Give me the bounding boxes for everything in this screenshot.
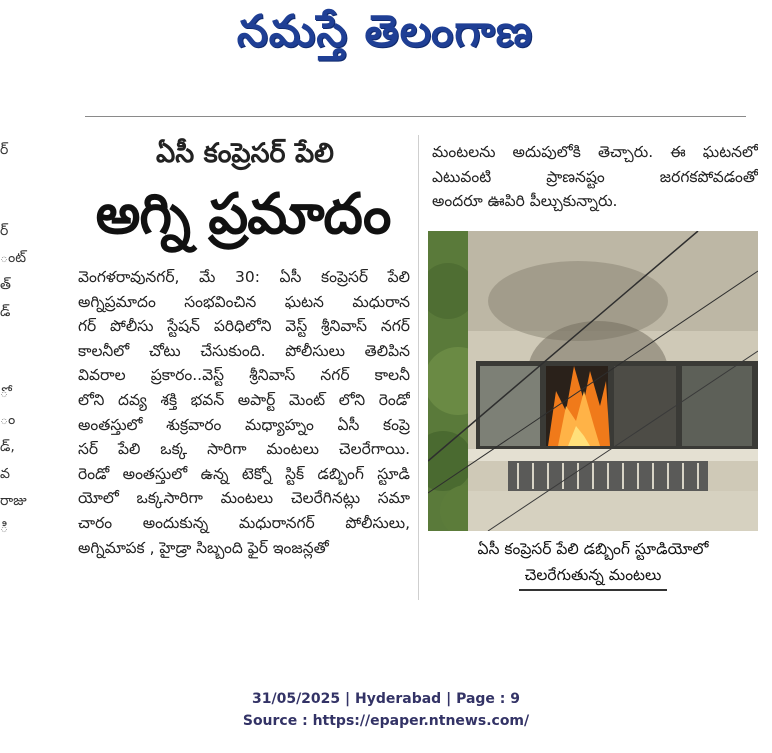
- article-body-left: [78, 265, 410, 560]
- caption-line-2: చెలరేగుతున్న మంటలు: [519, 562, 668, 591]
- body-line: వెంగళరావునగర్, మే 30: ఏసీ కంప్రెసర్ పేలి: [78, 268, 410, 286]
- article-subhead: ఏసీ కంప్రెసర్ పేలి: [156, 138, 334, 169]
- body-line: యోలో ఒక్కసారిగా మంటలు చెలరేగినట్లు సమా: [78, 489, 410, 508]
- fragment-line: [0, 194, 28, 221]
- footer-source-line: Source : https://epaper.ntnews.com/: [242, 713, 530, 729]
- body-line: అగ్నిప్రమాదం సంభవించిన ఘటన మధురాన: [78, 292, 410, 311]
- fragment-line: ి: [0, 520, 9, 536]
- body-line: సర్ పేలి ఒక్క సారిగా మంటలు చెలరేగాయి.: [78, 440, 410, 459]
- body-line: రెండో అంతస్తులో ఉన్న టెక్నో స్టిక్ డబ్బింగ్ స్టూడి: [78, 464, 410, 483]
- fragment-line: ర్: [0, 223, 9, 239]
- article-body-right: [432, 140, 758, 214]
- fragment-line: ో: [0, 385, 9, 401]
- fragment-line: ం: [0, 412, 16, 428]
- fragment-line: డ్: [0, 304, 11, 320]
- article-headline: అగ్ని ప్రమాదం: [95, 182, 391, 247]
- column-divider: [418, 135, 419, 600]
- body-line: అంతస్తులో శుక్రవారం మధ్యాహ్నం ఏసీ కంప్రె: [78, 415, 410, 434]
- body-line: లోని దవ్య శక్తి భవన్ అపార్ట్ మెంట్ లోని రెండో: [78, 390, 410, 409]
- masthead-rule: [85, 116, 746, 117]
- body-line: వివరాల ప్రకారం..వెస్ట్ శ్రీనివాస్ నగర్ కాలనీ: [78, 366, 410, 385]
- body-line: అందరూ ఊపిరి పీల్చుకున్నారు.: [432, 192, 618, 211]
- footer-date-line: 31/05/2025 | Hyderabad | Page : 9: [251, 691, 521, 707]
- fragment-line: ర్: [0, 142, 9, 158]
- fragment-line: రాజు: [0, 493, 27, 509]
- fragment-line: వ: [0, 466, 10, 482]
- caption-line-1: ఏసీ కంప్రెసర్ పేలి డబ్బింగ్ స్టూడియోలో: [477, 540, 709, 558]
- fragment-line: [0, 329, 28, 356]
- body-line: చారం అందుకున్న మధురానగర్ పోలీసులు,: [78, 513, 410, 532]
- masthead-title: నమస్తే తెలంగాణ: [236, 6, 534, 57]
- photo-caption: [428, 536, 758, 591]
- body-line: అగ్నిమాపక , హైడ్రా సిబ్బంది ఫైర్ ఇంజన్లతో: [78, 538, 329, 557]
- body-line: మంటలను అదుపులోకి తెచ్చారు. ఈ ఘటనలో: [432, 143, 758, 161]
- body-line: గర్ పోలీసు స్టేషన్ పరిధిలోని వెస్ట్ శ్రీనివాస్ నగర్: [78, 317, 410, 336]
- fragment-line: ంట్: [0, 250, 26, 266]
- adjacent-column-fragment: [0, 140, 28, 610]
- fragment-line: డ్,: [0, 439, 15, 455]
- building-fire-image: [428, 231, 758, 531]
- fragment-line: [0, 356, 28, 383]
- body-line: ఎటువంటి ప్రాణనష్టం జరగకపోవడంతో: [432, 167, 758, 186]
- page-footer: [0, 688, 772, 732]
- news-photo: [428, 231, 758, 531]
- masthead-logo: [185, 2, 585, 72]
- body-line: కాలనీలో చోటు చేసుకుంది. పోలీసులు తెలిపిన: [78, 341, 410, 360]
- fragment-line: త్: [0, 277, 11, 293]
- fragment-line: [0, 167, 28, 194]
